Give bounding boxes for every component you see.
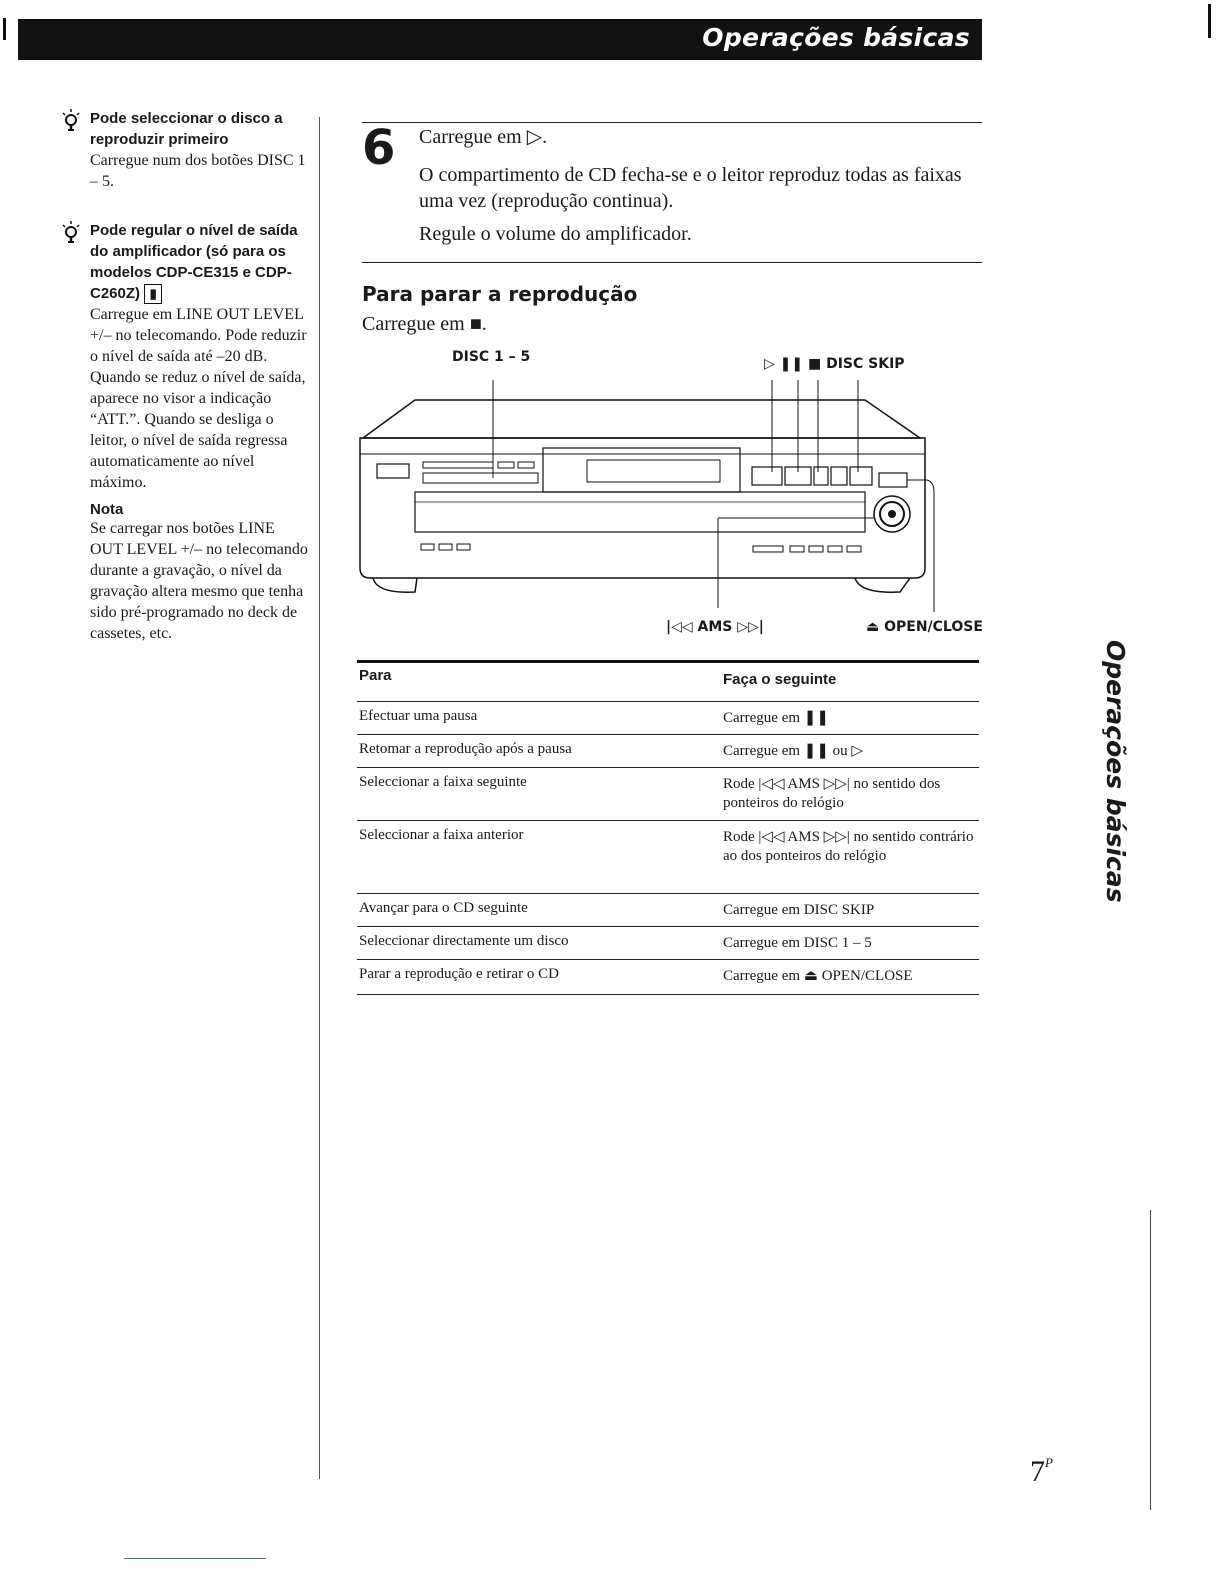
table-cell-para: Retomar a reprodução após a pausa (359, 741, 572, 757)
column-divider (319, 117, 320, 1479)
table-header (357, 660, 979, 702)
right-edge-mark (1208, 4, 1211, 38)
table-cell-faca: Carregue em DISC 1 – 5 (723, 935, 872, 951)
section-text: Carregue em ■. (362, 313, 487, 335)
label-ams-dial: |◁◁ AMS ▷▷| (666, 619, 764, 635)
table-cell-faca: Carregue em ❚❚ ou ▷ (723, 743, 863, 759)
table-row (357, 821, 979, 894)
page-title: Operações básicas (702, 23, 970, 52)
table-cell-para: Seleccionar a faixa anterior (359, 827, 524, 843)
step-top-rule (362, 122, 982, 123)
tip-select-disc (60, 108, 310, 192)
table-cell-para: Parar a reprodução e retirar o CD (359, 966, 559, 982)
column-header-faca: Faça o seguinte (723, 671, 837, 688)
label-play-pause-stop-skip: ▷ ❚❚ ■ DISC SKIP (764, 356, 905, 372)
lightbulb-icon (60, 220, 86, 248)
operations-table (357, 660, 979, 995)
step-number: 6 (362, 120, 396, 176)
table-cell-para: Seleccionar directamente um disco (359, 933, 569, 949)
step-description: O compartimento de CD fecha-se e o leitor reproduz todas as faixas uma vez (reprodução continua). (419, 164, 962, 212)
header-bar (18, 19, 982, 60)
side-tab-label: Operações básicas (1101, 640, 1130, 903)
table-cell-para: Efectuar uma pausa (359, 708, 478, 724)
cd-player-illustration (355, 380, 945, 620)
bottom-rule (124, 1558, 266, 1559)
table-row (357, 927, 979, 960)
table-row (357, 960, 979, 995)
section-heading: Para parar a reprodução (362, 282, 638, 306)
table-cell-faca: Carregue em DISC SKIP (723, 902, 875, 918)
step-bottom-rule (362, 262, 982, 263)
sidebar (60, 108, 310, 672)
tip-heading-text: Pode regular o nível de saída do amplificador (só para os modelos CDP-CE315 e CDP-C260Z) (90, 222, 298, 302)
lightbulb-icon (60, 108, 86, 136)
page-number (1030, 1455, 1053, 1489)
table-row (357, 894, 979, 927)
right-margin-line (1150, 1210, 1151, 1510)
column-header-para: Para (359, 667, 392, 684)
table-cell-para: Avançar para o CD seguinte (359, 900, 528, 916)
remote-control-icon: ▮ (144, 284, 162, 304)
tip-output-level (60, 220, 310, 644)
table-cell-faca: Carregue em ⏏ OPEN/CLOSE (723, 968, 913, 984)
table-row (357, 702, 979, 735)
table-row (357, 735, 979, 768)
note-body: Se carregar nos botões LINE OUT LEVEL +/– no telecomando durante a gravação, o nível da gravação altera mesmo que tenha sido pré-programado no deck de cassetes, etc. (90, 520, 308, 643)
label-open-close: ⏏ OPEN/CLOSE (866, 619, 983, 635)
tip-heading (90, 220, 310, 304)
table-cell-para: Seleccionar a faixa seguinte (359, 774, 527, 790)
step-volume: Regule o volume do amplificador. (419, 223, 692, 245)
page-number-suffix: P (1045, 1455, 1053, 1470)
table-cell-faca: Rode |◁◁ AMS ▷▷| no sentido dos ponteiros do relógio (723, 776, 941, 811)
table-cell-faca: Rode |◁◁ AMS ▷▷| no sentido contrário ao dos ponteiros do relógio (723, 829, 974, 864)
label-disc-buttons: DISC 1 – 5 (452, 349, 531, 365)
note-title: Nota (90, 501, 124, 519)
table-row (357, 768, 979, 821)
page-number-value: 7 (1030, 1455, 1045, 1488)
tip-body: Carregue num dos botões DISC 1 – 5. (90, 152, 306, 190)
left-edge-mark (3, 18, 6, 40)
step-instruction: Carregue em ▷. (419, 126, 548, 148)
tip-body: Carregue em LINE OUT LEVEL +/– no telecomando. Pode reduzir o nível de saída até –20 dB. Quando se reduz o nível de saída, aparece no visor a indicação “ATT.”. Quando se desliga o leitor, o nível de saída regressa automaticamente ao nível máximo. (90, 306, 307, 492)
side-section-tab (1098, 640, 1130, 903)
table-cell-faca: Carregue em ❚❚ (723, 710, 829, 726)
tip-heading: Pode seleccionar o disco a reproduzir primeiro (90, 110, 283, 148)
